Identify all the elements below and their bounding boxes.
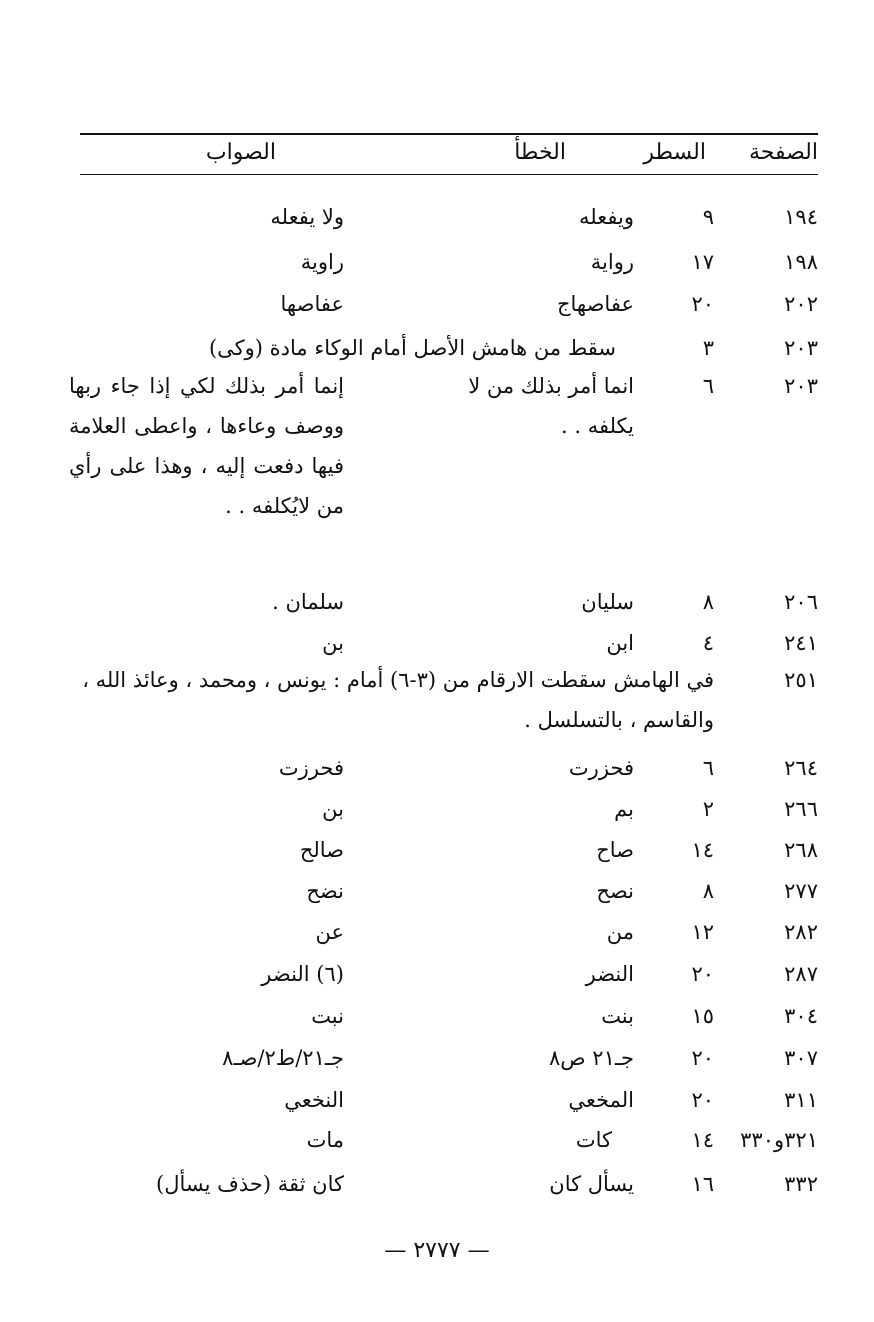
row-line: ٢ xyxy=(702,797,714,821)
header-correct: الصواب xyxy=(205,140,276,165)
row-wrong: جـ٢١ ص٨ xyxy=(548,1046,634,1070)
row-correct: بن xyxy=(322,797,344,821)
row-correct: كان ثقة (حذف يسأل) xyxy=(156,1172,344,1196)
row-correct: ولا يفعله xyxy=(270,205,344,229)
row-line: ٦ xyxy=(702,756,714,780)
row-correct: مات xyxy=(306,1128,344,1152)
header-top-rule xyxy=(80,133,818,135)
row-correct: النخعي xyxy=(284,1088,344,1112)
row-line: ٨ xyxy=(702,879,714,903)
row-page: ٢٦٨ xyxy=(784,838,818,862)
header-wrong: الخطأ xyxy=(514,140,566,165)
row-line: ١٥ xyxy=(691,1004,714,1028)
row-wrong: المخعي xyxy=(568,1088,634,1112)
row-line: ٩ xyxy=(702,205,714,229)
row-page: ٢٨٢ xyxy=(784,920,818,944)
row-page: ٢٠٢ xyxy=(784,292,818,316)
errata-row xyxy=(0,372,874,582)
row-line: ١٤ xyxy=(691,1128,714,1152)
row-correct: إنما أمر بذلك لكي إذا جاء ربها ووصف وعاءها ، واعطى العلامة فيها دفعت إليه ، وهذا على رأي من لايُكلفه . . xyxy=(69,374,344,518)
row-wrong: انما أمر بذلك من لا يكلفه . . xyxy=(468,374,634,438)
row-note: سقط من هامش الأصل أمام الوكاء مادة (وكى) xyxy=(208,336,616,360)
row-correct: سلمان . xyxy=(272,590,344,614)
row-page: ٢٦٤ xyxy=(784,756,818,780)
row-line: ٢٠ xyxy=(691,1046,714,1070)
row-page: ٢٧٧ xyxy=(784,879,818,903)
row-correct: فحرزت xyxy=(278,756,344,780)
row-page: ٣١١ xyxy=(784,1088,818,1112)
row-line: ١٢ xyxy=(691,920,714,944)
header-line: السطر xyxy=(643,140,706,165)
row-correct: (٦) النضر xyxy=(261,962,344,986)
row-line: ٨ xyxy=(702,590,714,614)
row-correct: عفاصها xyxy=(280,292,344,316)
row-wrong: سليان xyxy=(581,590,634,614)
row-correct: راوية xyxy=(300,250,344,274)
row-line: ٣ xyxy=(702,336,714,360)
header-bottom-rule xyxy=(80,174,818,175)
row-correct: صالح xyxy=(299,838,344,862)
row-note: في الهامش سقطت الارقام من (٣-٦) أمام : يونس ، ومحمد ، وعائذ الله ، والقاسم ، بالتسلسل . xyxy=(82,668,714,732)
row-page: ٢٥١ xyxy=(784,668,818,692)
page-number: — ٢٧٧٧ — xyxy=(384,1238,490,1263)
header-page: الصفحة xyxy=(748,140,818,165)
row-page: ٢٠٣ xyxy=(784,336,818,360)
row-line: ٢٠ xyxy=(691,292,714,316)
row-page: ٢٠٣ xyxy=(784,374,818,398)
row-wrong: يسأل كان xyxy=(549,1172,634,1196)
row-correct: بن xyxy=(322,631,344,655)
row-wrong: بنت xyxy=(601,1004,634,1028)
row-page: ٣٢١و٣٣٠ xyxy=(740,1128,818,1152)
row-page: ١٩٤ xyxy=(784,205,818,229)
row-wrong: النضر xyxy=(585,962,634,986)
row-wrong: رواية xyxy=(590,250,634,274)
row-line: ٢٠ xyxy=(691,962,714,986)
row-wrong: صاح xyxy=(596,838,634,862)
row-line: ١٧ xyxy=(691,250,714,274)
row-page: ٢٨٧ xyxy=(784,962,818,986)
row-correct: جـ٢١/ط٢/صـ٨ xyxy=(222,1046,344,1070)
row-line: ١٦ xyxy=(691,1172,714,1196)
row-correct: نضح xyxy=(306,879,344,903)
row-line: ٤ xyxy=(702,631,714,655)
row-line: ١٤ xyxy=(691,838,714,862)
row-wrong: ويفعله xyxy=(579,205,634,229)
row-page: ١٩٨ xyxy=(784,250,818,274)
row-wrong: ابن xyxy=(606,631,634,655)
row-page: ٢٤١ xyxy=(784,631,818,655)
row-wrong: من xyxy=(606,920,634,944)
row-correct: نبت xyxy=(311,1004,344,1028)
row-wrong: فحزرت xyxy=(568,756,634,780)
row-page: ٣٣٢ xyxy=(784,1172,818,1196)
row-page: ٣٠٤ xyxy=(784,1004,818,1028)
row-page: ٣٠٧ xyxy=(784,1046,818,1070)
row-wrong: نصح xyxy=(596,879,634,903)
row-line: ٦ xyxy=(702,374,714,398)
row-wrong: عفاصهاج xyxy=(556,292,634,316)
row-page: ٢٠٦ xyxy=(784,590,818,614)
row-page: ٢٦٦ xyxy=(784,797,818,821)
errata-row xyxy=(0,666,874,756)
row-wrong: كات xyxy=(575,1128,612,1152)
row-line: ٢٠ xyxy=(691,1088,714,1112)
row-correct: عن xyxy=(315,920,344,944)
row-wrong: بم xyxy=(614,797,634,821)
